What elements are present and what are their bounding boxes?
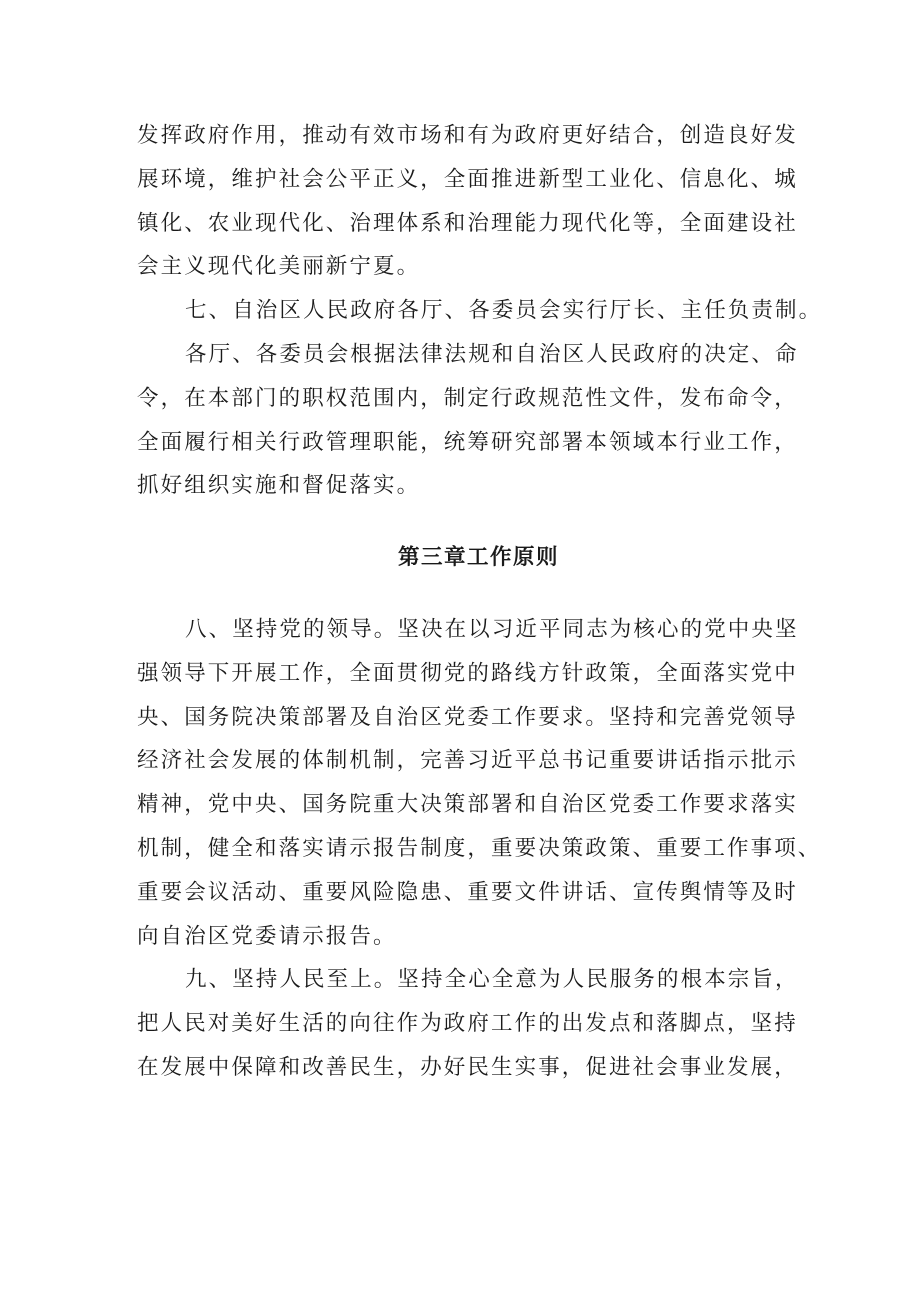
- text-line: 九、坚持人民至上。坚持全心全意为人民服务的根本宗旨，: [185, 967, 799, 993]
- text-line: 全面履行相关行政管理职能，统筹研究部署本领域本行业工作，: [137, 429, 798, 455]
- text-line: 经济社会发展的体制机制，完善习近平总书记重要讲话指示批示: [137, 748, 798, 774]
- text-line: 令，在本部门的职权范围内，制定行政规范性文件，发布命令，: [137, 385, 798, 411]
- paragraph-article-9: [137, 958, 810, 1089]
- text-line: 八、坚持党的领导。坚决在以习近平同志为核心的党中央坚: [185, 616, 799, 642]
- paragraph-article-8: [137, 608, 822, 958]
- text-line: 在发展中保障和改善民生，办好民生实事，促进社会事业发展，: [137, 1054, 798, 1080]
- text-line: 发挥政府作用，推动有效市场和有为政府更好结合，创造良好发: [137, 123, 798, 148]
- text-line: 抓好组织实施和督促落实。: [137, 473, 421, 499]
- text-line: 机制，健全和落实请示报告制度，重要决策政策、重要工作事项、: [137, 835, 822, 861]
- paragraph-government-role: [137, 114, 810, 289]
- paragraph-departments-duties: [137, 333, 810, 508]
- text-line: 强领导下开展工作，全面贯彻党的路线方针政策，全面落实党中: [137, 660, 798, 686]
- text-line: 把人民对美好生活的向往作为政府工作的出发点和落脚点，坚持: [137, 1011, 798, 1037]
- text-line: 向自治区党委请示报告。: [137, 923, 397, 949]
- text-line: 镇化、农业现代化、治理体系和治理能力现代化等，全面建设社: [137, 210, 798, 236]
- text-line: 精神，党中央、国务院重大决策部署和自治区党委工作要求落实: [137, 792, 798, 818]
- text-line: 各厅、各委员会根据法律法规和自治区人民政府的决定、命: [185, 341, 799, 367]
- text-line: 展环境，维护社会公平正义，全面推进新型工业化、信息化、城: [137, 166, 798, 192]
- document-body: [137, 114, 823, 1090]
- chapter-heading: 第三章工作原则: [397, 545, 559, 571]
- text-line: 会主义现代化美丽新宁夏。: [137, 254, 421, 280]
- text-line: 央、国务院决策部署及自治区党委工作要求。坚持和完善党领导: [137, 704, 798, 730]
- text-line: 重要会议活动、重要风险隐患、重要文件讲话、宣传舆情等及时: [137, 879, 798, 905]
- paragraph-article-7: [137, 289, 823, 333]
- text-line: 七、自治区人民政府各厅、各委员会实行厅长、主任负责制。: [185, 298, 823, 324]
